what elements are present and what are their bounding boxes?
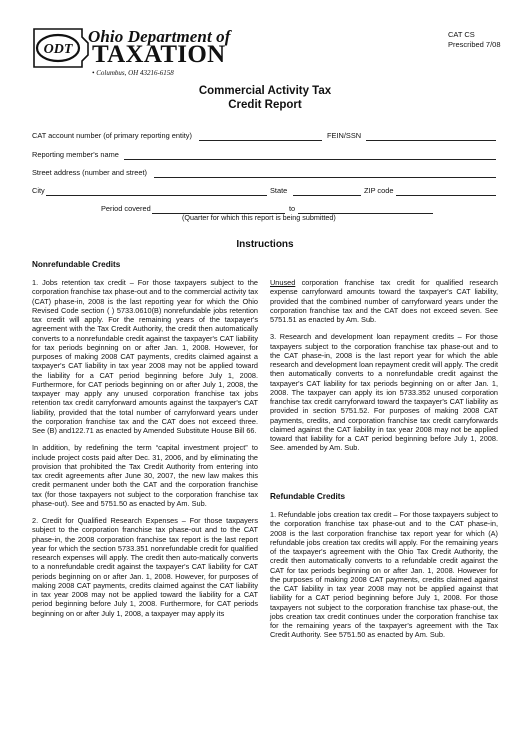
unused-word: Unused [270,278,296,287]
refundable-heading: Refundable Credits [270,492,346,501]
jobs-creation-paragraph: 1. Refundable jobs creation tax credit – For those taxpayers subject to the corporation franchise tax phase-out and to the CAT phase-in, 2008 is the last corporation franchise tax report year for which (A) refundable jobs creation tax credits will apply. For the remaining years of the taxpayer's agreement with the Ohio Tax Credit Authority, the credit then automatically converts to a refundable credit against the CAT for tax periods beginning on or after Jan. 1, 2008. However for the purposes of making 2008 CAT payments, credits claimed against the CAT liability in tax year 2008 may not be applied against that liability for a CAT period beginning before July 1, 2008. For those taxpayers not subject to the corporation franchise tax phase-out, the jobs creation tax credit continues under the corporation franchise tax for the remaining years of the taxpayer's agreement with the Tax Credit Authority. See 5751.50 as enacted by Am. Sub. [270,510,498,640]
street-address-label: Street address (number and street) [32,168,148,177]
period-hint: (Quarter for which this report is being submitted) [182,213,336,222]
city-field[interactable] [46,195,267,196]
city-label: City [32,186,45,195]
member-name-label: Reporting member's name [32,150,119,159]
org-address: • Columbus, OH 43216-6158 [92,69,174,77]
fein-label: FEIN/SSN [327,131,362,140]
zip-field[interactable] [396,195,496,196]
street-address-field[interactable] [154,177,496,178]
logo-text: ODT [43,42,73,57]
form-title: Commercial Activity Tax [198,85,332,97]
rd-loan-paragraph: 3. Research and development loan repayment credits – For those taxpayers subject to the corporation franchise tax phase-out and to the CAT phase-in, 2008 is the last report year for which the able research and development loan repayment credit will apply. The credit then automatically converts to a nonrefundable credit against the taxpayer's CAT liability for tax periods beginning on or after Jan. 1, 2008. The taxpayer can apply its ion 5733.352 unused corporation franchise tax credit carryforward toward the taxpayer's CAT liability as provided in section 5751.52. For purposes of making 2008 CAT payments, credits, and corporation franchise tax credit carryforwards claimed against the CAT liability in tax year 2008 may not be applied toward that liability for a CAT period beginning before July 1, 2008. See. amended by Am. Sub. [270,332,498,453]
nonrefundable-heading: Nonrefundable Credits [32,260,121,269]
unused-credit-text: corporation franchise tax credit for qualified research expense carryforward amounts toward the taxpayer's CAT liability, provided that the combined number of carryforward years under the corporation franchise tax and the CAT does not exceed seven. See 5751.51 as enacted by Am. Sub. [270,278,498,324]
member-name-field[interactable] [124,159,496,160]
right-column [270,278,498,461]
fein-field[interactable] [366,140,496,141]
research-expenses-paragraph: 2. Credit for Qualified Research Expenses – For those taxpayers subject to the corporation franchise tax phase-out and to the CAT phase-in, the 2008 corporation franchise tax report is the last report year for which the section 5733.351 nonrefundable credit for qualified research expenses will apply. The credit then auto-matically converts to a nonrefundable credit against the taxpayer's CAT liability for CAT periods beginning on or after Jan. 1, 2008. However, for purposes of making 2008 CAT payments, credits claimed against the CAT liability in tax year 2008 may not be applied toward the liability for a CAT period beginning before July 1, 2008. Furthermore, for CAT periods beginning on or after July 1, 2008, a taxpayer may apply its [32,516,258,618]
capital-investment-paragraph: In addition, by redefining the term “capital investment project” to include project costs paid after Dec. 31, 2006, and by eliminating the provision that prohibited the Tax Credit Authority from entering into tax credit agreements after June 30, 2007, the new law makes this credit permanent under both the CAT and the corporation franchise tax (for those taxpayers not subject to the corporation franchise tax phase-out). See and 5751.50 as enacted by Am. Sub. [32,443,258,508]
state-label: State [270,186,288,195]
org-name-line2: TAXATION [92,41,226,68]
zip-label: ZIP code [364,186,394,195]
org-name-line1: Ohio Department of [88,27,231,46]
instructions-heading: Instructions [236,239,294,250]
jobs-retention-paragraph: 1. Jobs retention tax credit – For those taxpayers subject to the corporation franchise tax phase-out and to the commercial activity tax (CAT) phase-in, 2008 is the last reporting year for which the Ohio Revised Code section ( ) 5733.0610(B) nonrefundable jobs retention tax credit will apply. For the remaining years of the taxpayer's agreement with the Tax Credit Authority, the credit then automatically converts to a nonrefundable credit against the taxpayer's CAT liability for tax periods beginning on or after Jan. 1, 2008. However, for purposes of making 2008 CAT payments, credits claimed against a taxpayer's CAT liability in tax year 2008 may not be applied toward the liability for a CAT period beginning before July 1, 2008. Furthermore, for CAT periods beginning on or after July 1, 2008, the taxpayer may apply any unused corporation franchise tax jobs retention tax credit carryforward amounts against the taxpayer's CAT liability, provided that the total number of carryforward years under the corporation franchise tax and the CAT does not exceed three. See (B) and122.71 as enacted by Amended Substitute House Bill 66. [32,278,258,435]
odt-logo [28,25,94,71]
form-id [448,30,501,49]
prescribed-date: Prescribed 7/08 [448,39,501,49]
account-number-label: CAT account number (of primary reporting entity) [32,131,192,140]
period-covered-label: Period covered [101,204,151,213]
unused-credit-paragraph [270,278,498,324]
period-to-label: to [289,204,296,213]
left-column [32,278,258,626]
refundable-column [270,510,498,648]
form-subtitle: Credit Report [228,99,302,111]
state-field[interactable] [293,195,361,196]
form-code: CAT CS [448,30,475,39]
account-number-field[interactable] [199,140,322,141]
